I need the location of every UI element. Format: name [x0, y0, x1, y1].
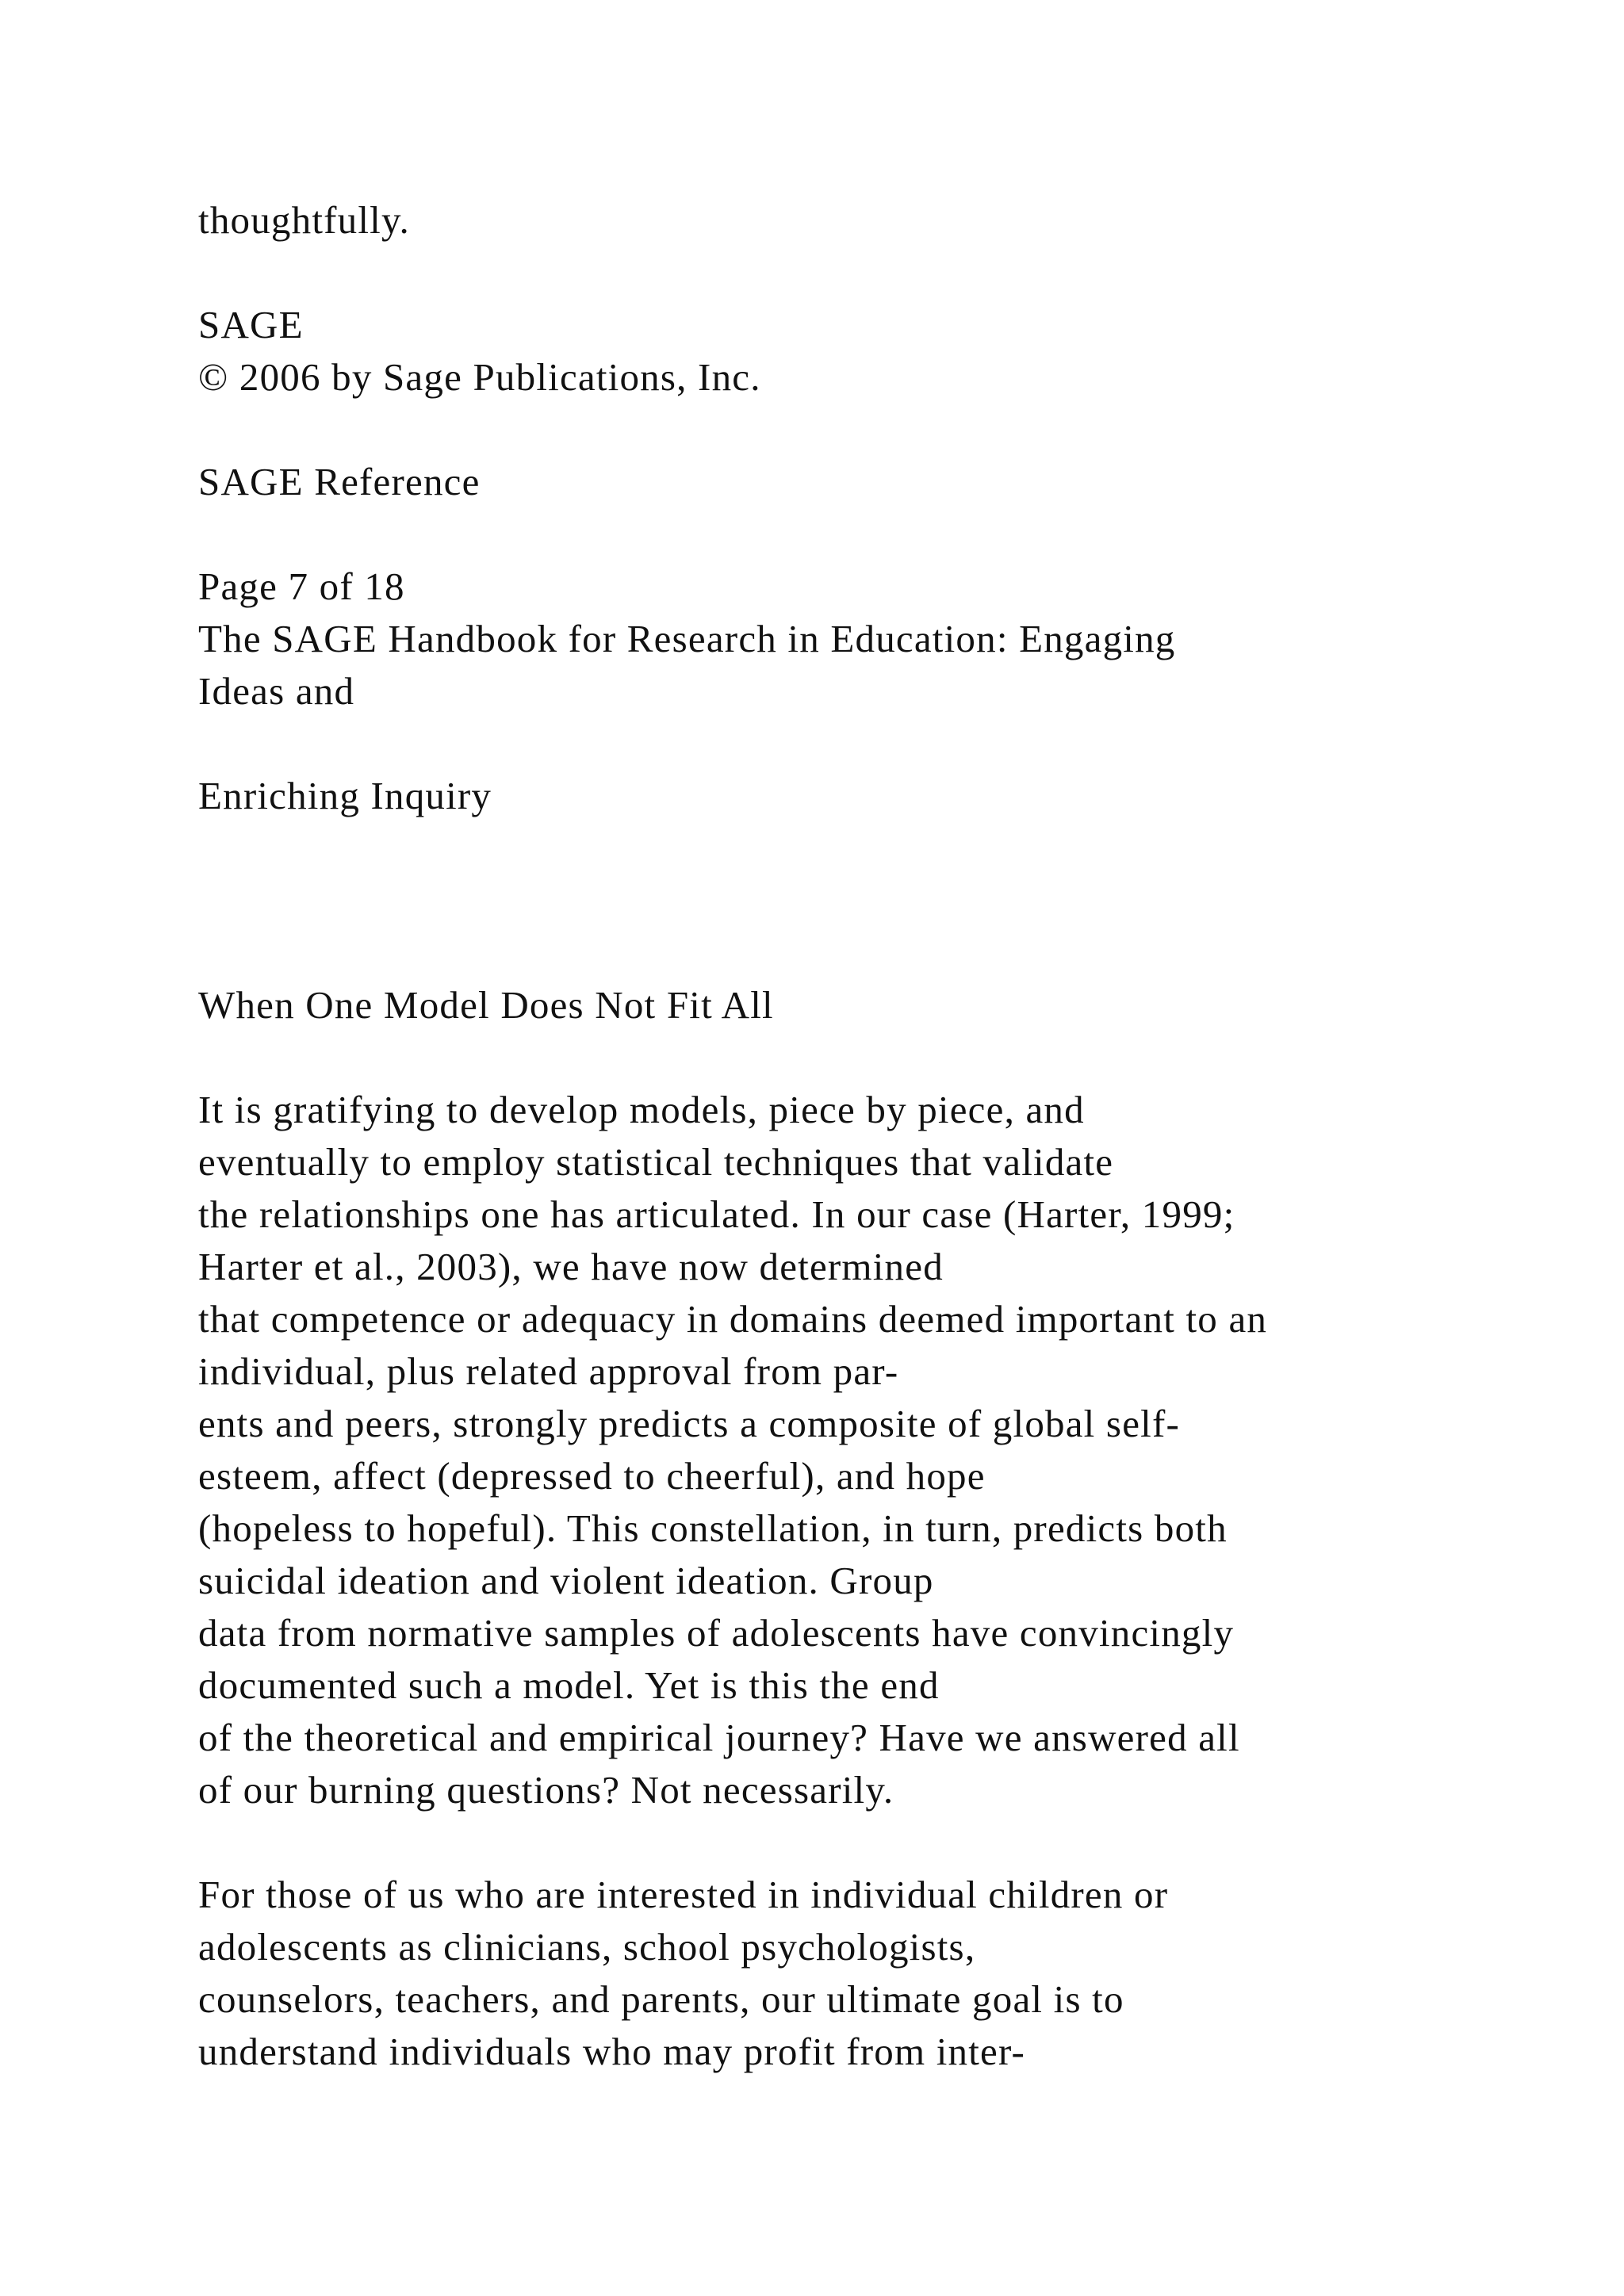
page-number: Page 7 of 18	[198, 564, 405, 608]
paragraph-line: eventually to employ statistical techniques that validate	[198, 1140, 1114, 1184]
paragraph-line: adolescents as clinicians, school psychologists,	[198, 1925, 976, 1969]
paragraph-line: ents and peers, strongly predicts a composite of global self-	[198, 1402, 1181, 1445]
copyright-notice: © 2006 by Sage Publications, Inc.	[198, 355, 761, 399]
spacer	[198, 508, 1546, 561]
book-subtitle: Enriching Inquiry	[198, 774, 492, 817]
spacer	[198, 247, 1546, 299]
paragraph-line: the relationships one has articulated. In our case (Harter, 1999;	[198, 1192, 1235, 1236]
paragraph-line: counselors, teachers, and parents, our ultimate goal is to	[198, 1977, 1124, 2021]
paragraph-line: For those of us who are interested in individual children or	[198, 1873, 1169, 1916]
paragraph-2	[198, 1869, 1546, 2078]
paragraph-line: individual, plus related approval from par-	[198, 1349, 899, 1393]
paragraph-line: It is gratifying to develop models, piece by piece, and	[198, 1088, 1085, 1131]
paragraph-line: that competence or adequacy in domains deemed important to an	[198, 1297, 1268, 1341]
book-title-line: Ideas and	[198, 669, 355, 713]
paragraph-line: (hopeless to hopeful). This constellation, in turn, predicts both	[198, 1506, 1228, 1550]
document-body	[198, 194, 1546, 2078]
paragraph-line: of our burning questions? Not necessarily.	[198, 1768, 894, 1812]
paragraph-line: documented such a model. Yet is this the end	[198, 1663, 940, 1707]
publisher-name: SAGE	[198, 303, 304, 346]
spacer	[198, 1816, 1546, 1869]
paragraph-1	[198, 1084, 1546, 1816]
paragraph-line: Harter et al., 2003), we have now determined	[198, 1245, 944, 1288]
paragraph-line: esteem, affect (depressed to cheerful), and hope	[198, 1454, 986, 1498]
paragraph-line: suicidal ideation and violent ideation. Group	[198, 1559, 934, 1602]
spacer	[198, 718, 1546, 770]
paragraph-line: data from normative samples of adolescents have convincingly	[198, 1611, 1235, 1655]
product-name: SAGE Reference	[198, 460, 481, 503]
section-heading: When One Model Does Not Fit All	[198, 983, 774, 1027]
paragraph-line: of the theoretical and empirical journey? Have we answered all	[198, 1716, 1240, 1759]
paragraph-line: understand individuals who may profit from inter-	[198, 2030, 1026, 2073]
spacer	[198, 1031, 1546, 1084]
book-title-line: The SAGE Handbook for Research in Education: Engaging	[198, 617, 1176, 660]
fragment-end-line: thoughtfully.	[198, 198, 410, 242]
spacer	[198, 822, 1546, 979]
spacer	[198, 404, 1546, 456]
